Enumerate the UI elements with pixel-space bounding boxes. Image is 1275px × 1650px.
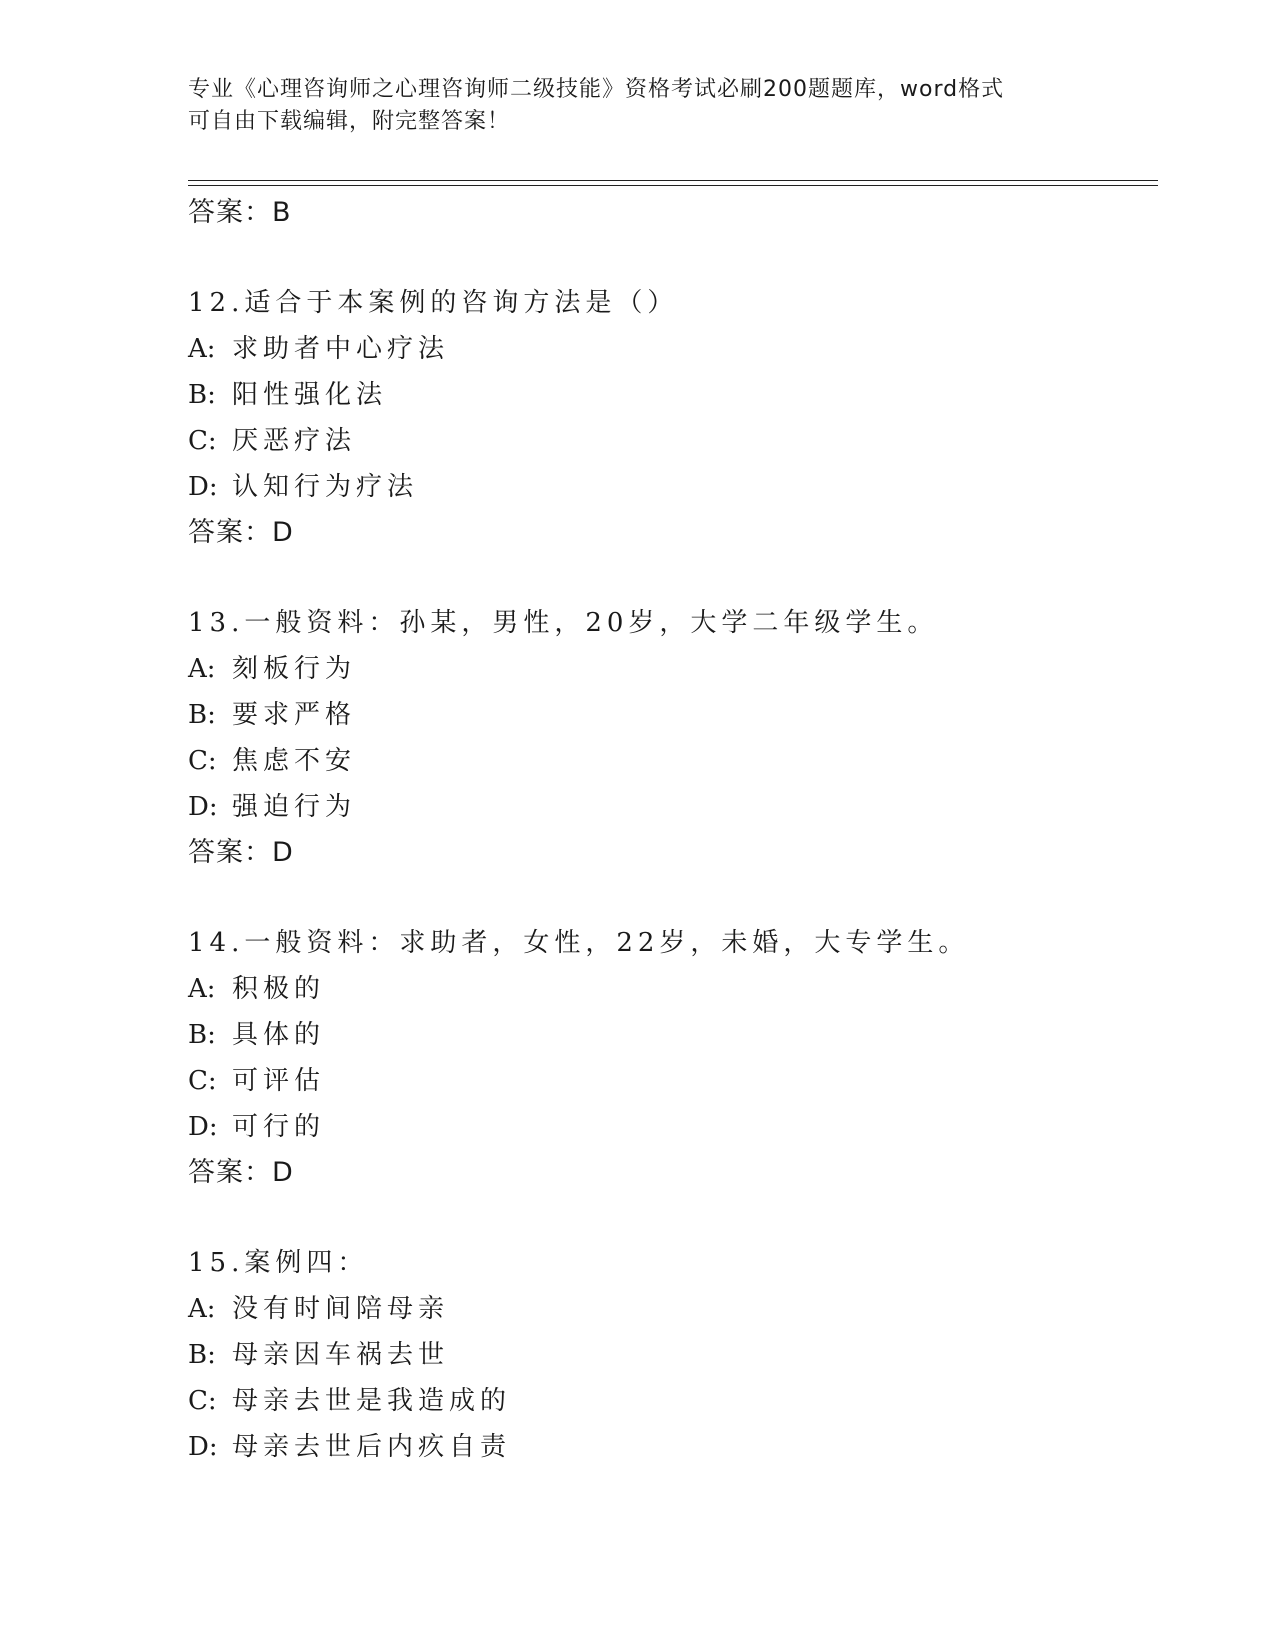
option-key: C: <box>188 1066 217 1096</box>
option-key: D: <box>188 472 218 502</box>
option-text: 焦虑不安 <box>232 746 357 776</box>
option-text: 可行的 <box>232 1112 326 1142</box>
option-text: 要求严格 <box>232 700 357 730</box>
option-key: B: <box>188 1020 216 1050</box>
question-stem: 13.一般资料：孙某，男性，20岁，大学二年级学生。 <box>188 608 939 638</box>
option-a <box>188 966 1148 1012</box>
option-text: 没有时间陪母亲 <box>232 1294 450 1324</box>
option-a <box>188 326 1148 372</box>
document-header <box>188 74 1088 138</box>
option-key: B: <box>188 700 216 730</box>
option-key: C: <box>188 746 217 776</box>
option-text: 求助者中心疗法 <box>232 334 450 364</box>
answer-line: 答案：D <box>188 837 294 868</box>
option-key: A: <box>188 974 216 1004</box>
option-b <box>188 1012 1148 1058</box>
question-list <box>188 190 1148 1470</box>
option-key: B: <box>188 1340 216 1370</box>
option-text: 母亲去世后内疚自责 <box>232 1432 512 1462</box>
option-key: D: <box>188 1432 218 1462</box>
option-c <box>188 418 1148 464</box>
option-text: 母亲去世是我造成的 <box>232 1386 512 1416</box>
option-a <box>188 1286 1148 1332</box>
option-key: A: <box>188 334 216 364</box>
option-b <box>188 372 1148 418</box>
option-text: 强迫行为 <box>232 792 357 822</box>
header-divider-bottom <box>188 185 1158 186</box>
option-a <box>188 646 1148 692</box>
option-d <box>188 1104 1148 1150</box>
option-key: C: <box>188 1386 217 1416</box>
question-15 <box>188 1240 1148 1470</box>
option-c <box>188 1378 1148 1424</box>
option-d <box>188 1424 1148 1470</box>
option-c <box>188 1058 1148 1104</box>
header-divider-top <box>188 180 1158 181</box>
option-text: 认知行为疗法 <box>232 472 419 502</box>
option-key: B: <box>188 380 216 410</box>
option-key: A: <box>188 1294 216 1324</box>
option-key: D: <box>188 1112 218 1142</box>
option-c <box>188 738 1148 784</box>
question-13 <box>188 600 1148 876</box>
answer-line: 答案：D <box>188 517 294 548</box>
question-stem: 15.案例四： <box>188 1248 369 1278</box>
header-line-1: 专业《心理咨询师之心理咨询师二级技能》资格考试必刷200题题库，word格式 <box>188 77 1005 102</box>
header-line-2: 可自由下载编辑，附完整答案！ <box>188 109 511 134</box>
option-key: A: <box>188 654 216 684</box>
option-text: 可评估 <box>232 1066 326 1096</box>
option-key: C: <box>188 426 217 456</box>
answer-line: 答案：D <box>188 1157 294 1188</box>
answer-line-11: 答案：B <box>188 197 292 228</box>
option-text: 母亲因车祸去世 <box>232 1340 450 1370</box>
option-text: 刻板行为 <box>232 654 357 684</box>
option-key: D: <box>188 792 218 822</box>
option-text: 厌恶疗法 <box>232 426 357 456</box>
option-d <box>188 464 1148 510</box>
option-text: 具体的 <box>232 1020 326 1050</box>
question-12 <box>188 280 1148 556</box>
option-b <box>188 692 1148 738</box>
option-d <box>188 784 1148 830</box>
question-stem: 14.一般资料：求助者，女性，22岁，未婚，大专学生。 <box>188 928 970 958</box>
option-b <box>188 1332 1148 1378</box>
option-text: 积极的 <box>232 974 326 1004</box>
option-text: 阳性强化法 <box>232 380 388 410</box>
question-stem: 12.适合于本案例的咨询方法是（） <box>188 288 679 318</box>
question-14 <box>188 920 1148 1196</box>
